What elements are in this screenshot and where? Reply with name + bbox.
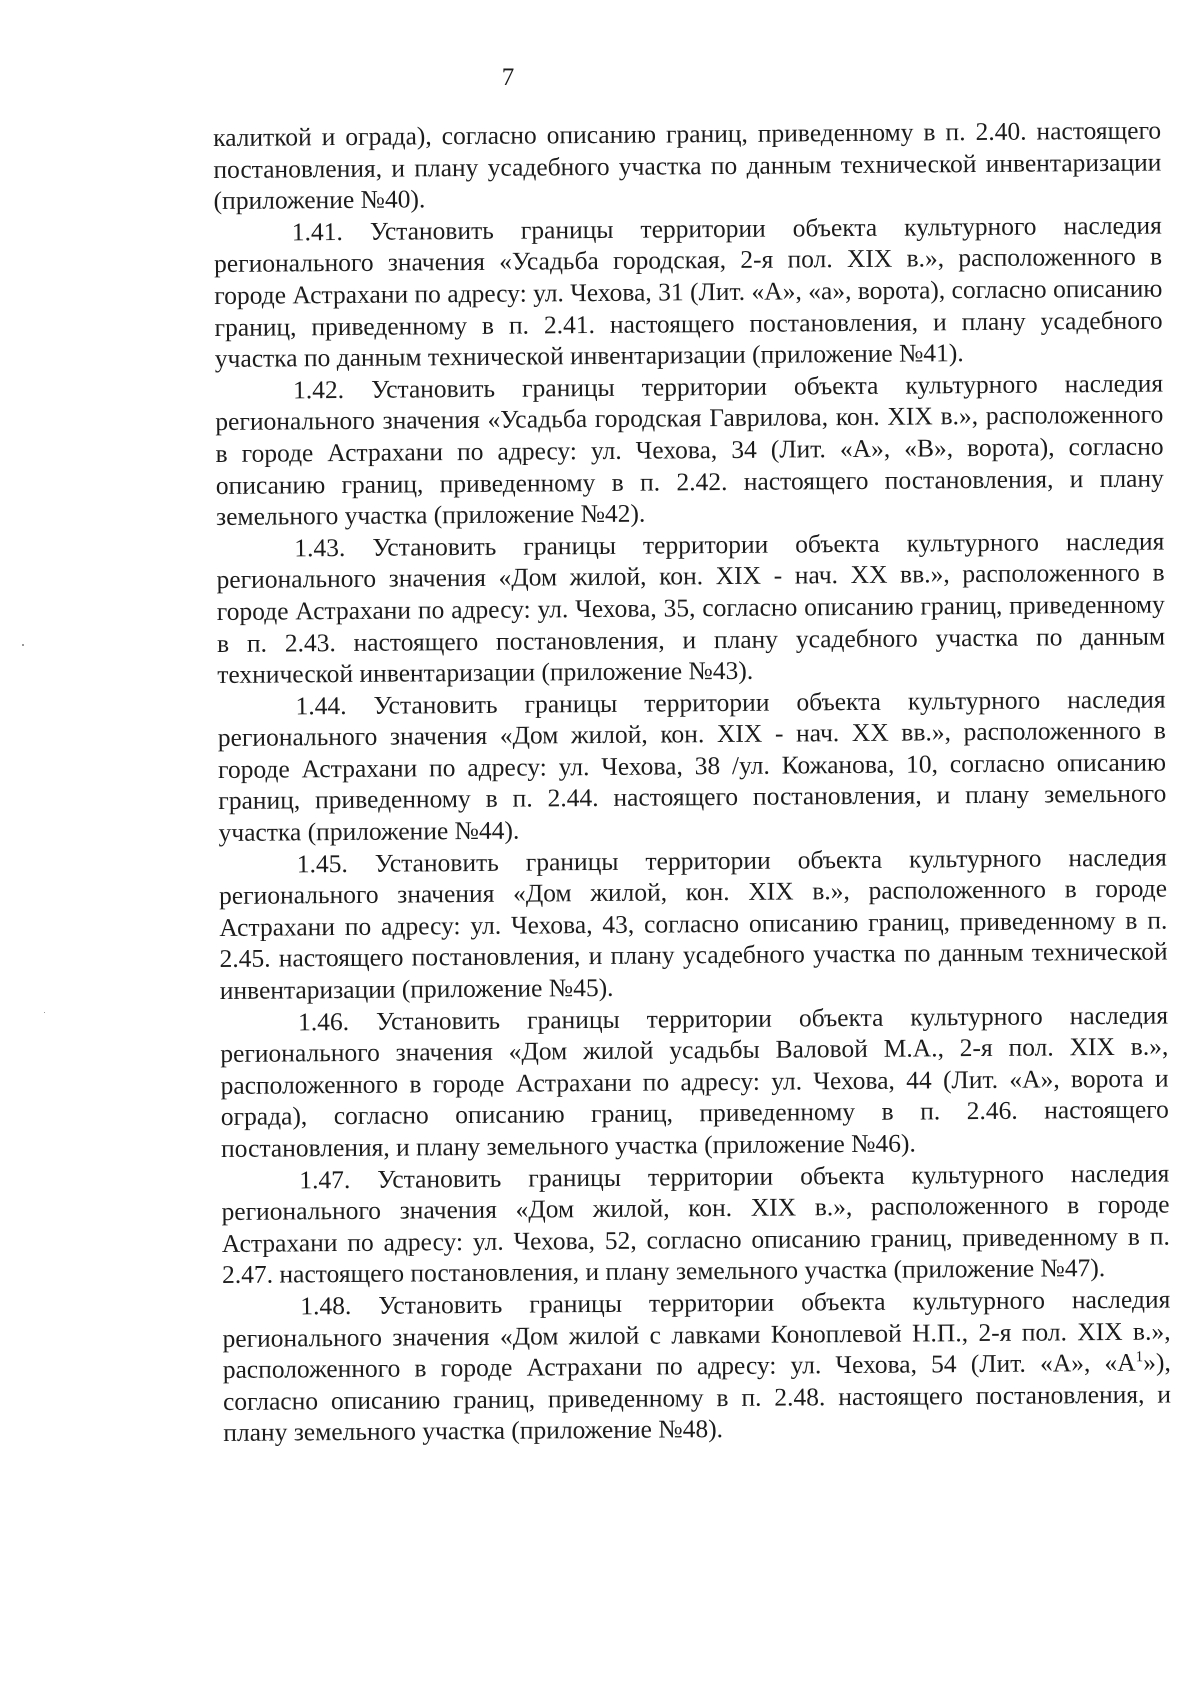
paragraph-1-45: 1.45. Установить границы территории объекта культурного наследия регионального значения «Дом жилой, кон. XIX в.», расположенного в городе Астрахани по адресу: ул. Чехова, 43, согласно описанию границ, приведенному в п. 2.45. настоящего постановления, и плану усадебного участка по данным технической инвентаризации (приложение №45). — [218, 842, 1168, 1006]
page-number: 7 — [501, 64, 515, 91]
scan-speck — [22, 644, 24, 646]
scan-speck — [44, 1012, 45, 1013]
paragraph-1-47: 1.47. Установить границы территории объекта культурного наследия регионального значения «Дом жилой, кон. XIX в.», расположенного в городе Астрахани по адресу: ул. Чехова, 52, согласно описанию границ, приведенному в п. 2.47. настоящего постановления, и плану земельного участка (приложение №47). — [221, 1158, 1170, 1290]
paragraph-1-43: 1.43. Установить границы территории объекта культурного наследия регионального значения «Дом жилой, кон. XIX - нач. XX вв.», расположенного в городе Астрахани по адресу: ул. Чехова, 35, согласно описанию границ, приведенному в п. 2.43. настоящего постановления, и плану усадебного участка по данным технической инвентаризации (приложение №43). — [216, 526, 1166, 690]
paragraph-1-48 — [222, 1283, 1171, 1448]
paragraph-1-46: 1.46. Установить границы территории объекта культурного наследия регионального значения «Дом жилой усадьбы Валовой М.А., 2-я пол. XIX в.», расположенного в городе Астрахани по адресу: ул. Чехова, 44 (Лит. «А», ворота и ограда), согласно описанию границ, приведенному в п. 2.46. настоящего постановления, и плану земельного участка (приложение №46). — [220, 1000, 1169, 1163]
paragraph-1-44: 1.44. Установить границы территории объекта культурного наследия регионального значения «Дом жилой, кон. XIX - нач. XX вв.», расположенного в городе Астрахани по адресу: ул. Чехова, 38 /ул. Кожанова, 10, согласно описанию границ, приведенному в п. 2.44. настоящего постановления, и плану земельного участка (приложение №44). — [217, 684, 1167, 848]
paragraph-1-42: 1.42. Установить границы территории объекта культурного наследия регионального значения «Усадьба городская Гаврилова, кон. XIX в.», расположенного в городе Астрахани по адресу: ул. Чехова, 34 (Лит. «А», «В», ворота), согласно описанию границ, приведенному в п. 2.42. настоящего постановления, и плану земельного участка (приложение №42). — [215, 368, 1164, 532]
paragraph-continuation: калиткой и ограда), согласно описанию границ, приведенному в п. 2.40. настоящего постановления, и плану усадебного участка по данным технической инвентаризации (приложение №40). — [213, 115, 1162, 216]
document-body — [213, 115, 1171, 1449]
paragraph-1-48-text-start: 1.48. Установить границы территории объекта культурного наследия регионального значения «Дом жилой с лавками Коноплевой Н.П., 2-я пол. XIX в.», расположенного в городе Астрахани по адресу: ул. Чехова, 54 (Лит. «А», «А — [222, 1284, 1171, 1385]
paragraph-1-48-superscript: 1 — [1135, 1349, 1144, 1366]
paragraph-1-48-text-end: »), согласно описанию границ, приведенному в п. 2.48. настоящего постановления, и плану земельного участка (приложение №48). — [222, 1347, 1172, 1448]
paragraph-1-41: 1.41. Установить границы территории объекта культурного наследия регионального значения «Усадьба городская, 2-я пол. XIX в.», расположенного в городе Астрахани по адресу: ул. Чехова, 31 (Лит. «А», «а», ворота), согласно описанию границ, приведенному в п. 2.41. настоящего постановления, и плану усадебного участка по данным технической инвентаризации (приложение №41). — [214, 210, 1163, 374]
